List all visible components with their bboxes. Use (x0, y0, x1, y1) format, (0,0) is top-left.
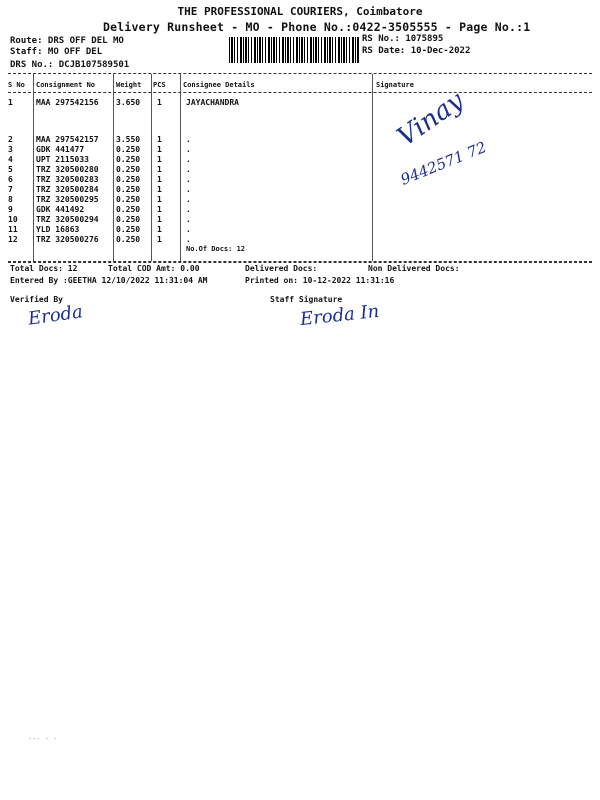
handwritten-signature: Vinay (392, 85, 470, 153)
row-details: . (186, 235, 191, 244)
company-title: THE PROFESSIONAL COURIERS, Coimbatore (177, 5, 423, 18)
row-sno: 6 (8, 175, 13, 184)
row-sno: 3 (8, 145, 13, 154)
header-bottom-rule (8, 92, 592, 93)
row-sno: 10 (8, 215, 18, 224)
staff-label: Staff: MO OFF DEL (10, 47, 103, 57)
staff-signature-label: Staff Signature (270, 295, 343, 304)
row-details: . (186, 165, 191, 174)
row-sno: 9 (8, 205, 13, 214)
footer-rule (8, 262, 592, 263)
row-weight: 0.250 (116, 205, 141, 214)
col-separator (33, 74, 34, 261)
table-top-rule (8, 73, 592, 74)
row-weight: 0.250 (116, 195, 141, 204)
barcode (229, 37, 360, 63)
row-consignment: TRZ 320500284 (36, 185, 99, 194)
row-consignment: UPT 2115033 (36, 155, 89, 164)
row-details: . (186, 225, 191, 234)
col-separator (151, 74, 152, 261)
row-pcs: 1 (157, 235, 162, 244)
row-details: . (186, 175, 191, 184)
rs-date: RS Date: 10-Dec-2022 (362, 46, 471, 56)
row-details: . (186, 135, 191, 144)
row-pcs: 1 (157, 98, 162, 107)
row-pcs: 1 (157, 225, 162, 234)
row-consignment: YLD 16863 (36, 225, 80, 234)
row-consignment: GDK 441492 (36, 205, 85, 214)
total-docs: Total Docs: 12 (10, 264, 78, 273)
row-consignment: MAA 297542156 (36, 98, 99, 107)
col-header-pcs: PCS (153, 81, 166, 89)
row-weight: 3.650 (116, 98, 141, 107)
row-weight: 0.250 (116, 165, 141, 174)
row-pcs: 1 (157, 175, 162, 184)
row-weight: 0.250 (116, 155, 141, 164)
row-pcs: 1 (157, 195, 162, 204)
row-consignment: GDK 441477 (36, 145, 85, 154)
col-header-consignee: Consignee Details (183, 81, 255, 89)
non-delivered-docs: Non Delivered Docs: (368, 264, 460, 273)
row-details: . (186, 145, 191, 154)
handwritten-phone: 9442571 72 (398, 138, 489, 189)
row-details: . (186, 185, 191, 194)
entered-by: Entered By :GEETHA 12/10/2022 11:31:04 AM (10, 276, 208, 285)
row-details: JAYACHANDRA (186, 98, 239, 107)
row-pcs: 1 (157, 145, 162, 154)
row-sno: 11 (8, 225, 18, 234)
col-header-sno: S No (8, 81, 25, 89)
row-weight: 0.250 (116, 225, 141, 234)
row-consignment: TRZ 320500283 (36, 175, 99, 184)
row-consignment: MAA 297542157 (36, 135, 99, 144)
drs-number: DRS No.: DCJB107589501 (10, 60, 130, 70)
row-details: . (186, 195, 191, 204)
row-weight: 0.250 (116, 175, 141, 184)
row-consignment: TRZ 320500280 (36, 165, 99, 174)
row-sno: 8 (8, 195, 13, 204)
row-pcs: 1 (157, 205, 162, 214)
row-weight: 0.250 (116, 145, 141, 154)
row-weight: 0.250 (116, 185, 141, 194)
col-separator (372, 74, 373, 261)
delivered-docs: Delivered Docs: (245, 264, 318, 273)
row-details: . (186, 215, 191, 224)
row-weight: 0.250 (116, 235, 141, 244)
stray-mark: --- - - (28, 735, 58, 743)
printed-on: Printed on: 10-12-2022 11:31:16 (245, 276, 395, 285)
row-pcs: 1 (157, 215, 162, 224)
row-sno: 7 (8, 185, 13, 194)
row-consignment: TRZ 320500276 (36, 235, 99, 244)
verified-signature: Eroda (26, 301, 85, 330)
col-header-signature: Signature (376, 81, 414, 89)
col-separator (180, 74, 181, 261)
total-cod: Total COD Amt: 0.00 (108, 264, 200, 273)
staff-signature: Eroda In (299, 300, 381, 331)
row-details: . (186, 205, 191, 214)
no-of-docs: No.Of Docs: 12 (186, 245, 246, 253)
row-sno: 1 (8, 98, 13, 107)
row-sno: 2 (8, 135, 13, 144)
verified-by-label: Verified By (10, 295, 63, 304)
col-header-consignment: Consignment No (36, 81, 96, 89)
rs-number: RS No.: 1075895 (362, 34, 444, 44)
col-separator (113, 74, 114, 261)
col-header-weight: Weight (116, 81, 142, 89)
row-details: . (186, 155, 191, 164)
row-pcs: 1 (157, 165, 162, 174)
row-pcs: 1 (157, 185, 162, 194)
row-weight: 3.550 (116, 135, 141, 144)
row-pcs: 1 (157, 135, 162, 144)
route-label: Route: DRS OFF DEL MO (10, 36, 124, 46)
row-sno: 5 (8, 165, 13, 174)
row-consignment: TRZ 320500294 (36, 215, 99, 224)
row-consignment: TRZ 320500295 (36, 195, 99, 204)
row-pcs: 1 (157, 155, 162, 164)
runsheet-subtitle: Delivery Runsheet - MO - Phone No.:0422-3505555 - Page No.:1 (103, 20, 531, 34)
row-sno: 4 (8, 155, 13, 164)
row-weight: 0.250 (116, 215, 141, 224)
row-sno: 12 (8, 235, 18, 244)
